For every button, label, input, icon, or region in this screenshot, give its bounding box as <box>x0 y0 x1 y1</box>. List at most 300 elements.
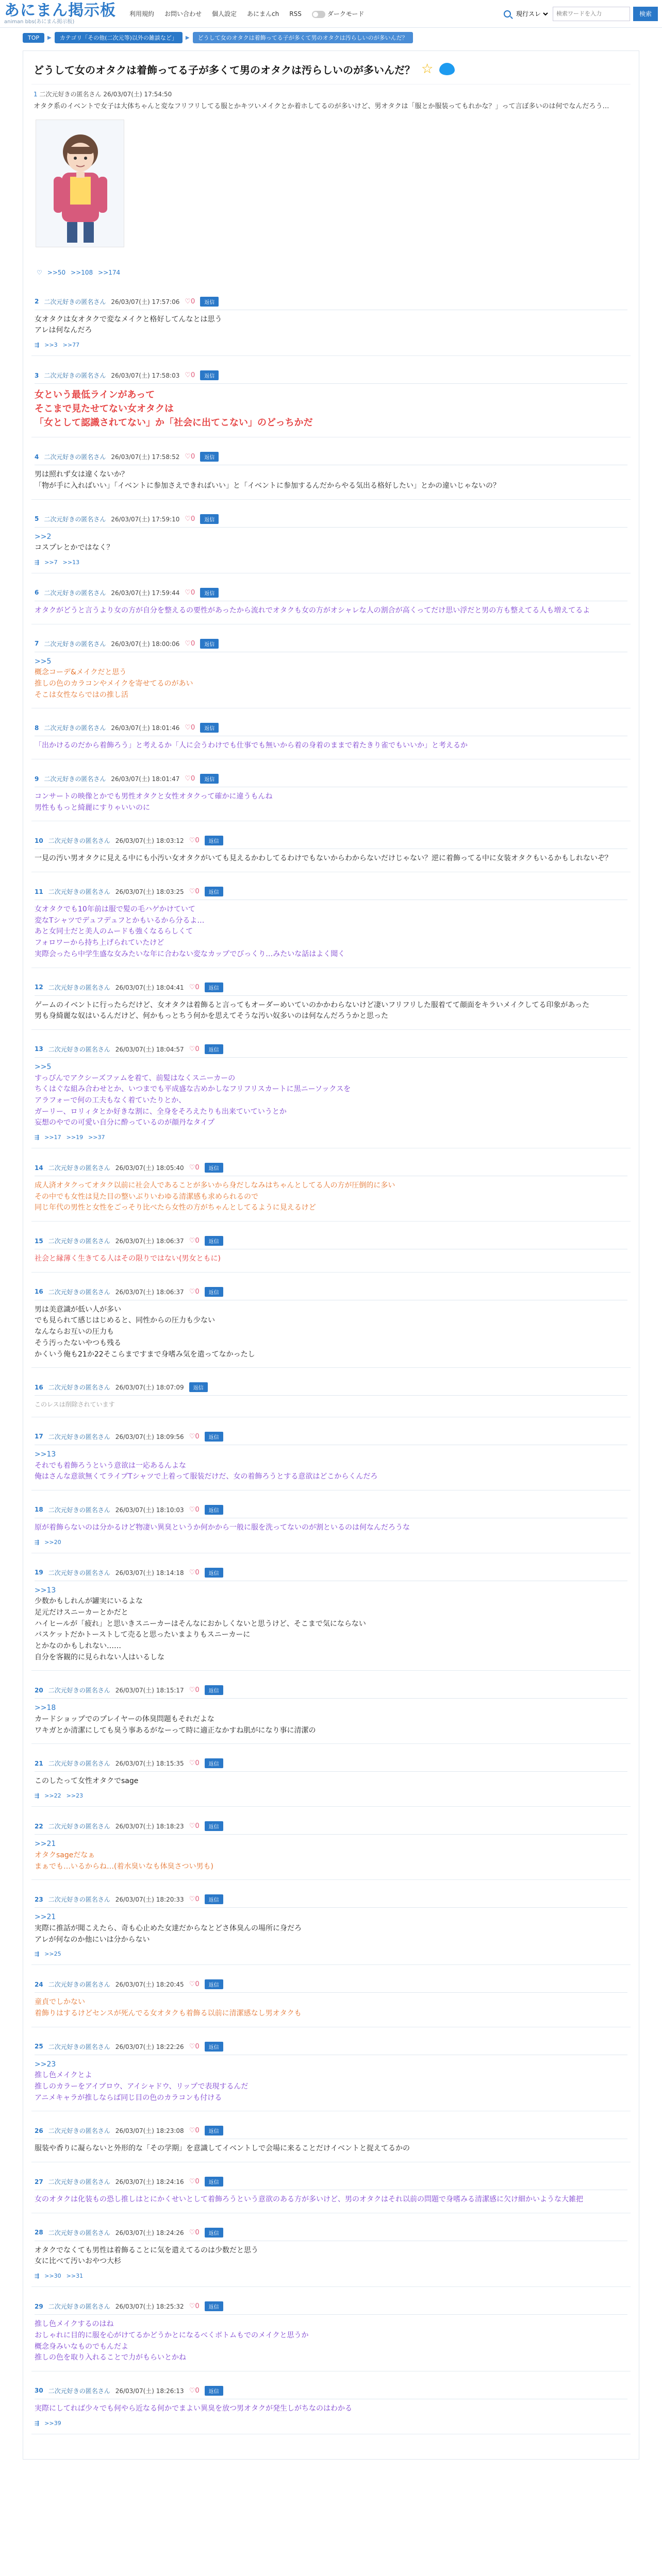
post-number[interactable]: 4 <box>35 453 39 461</box>
reply-link[interactable]: >>39 <box>44 2419 61 2427</box>
heart-icon[interactable]: ♡0 <box>185 297 195 306</box>
post-number[interactable]: 2 <box>35 298 39 306</box>
reply-button[interactable]: 返信 <box>200 588 219 598</box>
post-date: 26/03/07(土) 18:24:16 <box>115 2178 184 2186</box>
post-line: 推し色メイクとよ <box>35 2071 92 2080</box>
post-number[interactable]: 22 <box>35 1822 43 1830</box>
dark-mode-toggle[interactable] <box>312 9 365 18</box>
share-icon[interactable]: ⇶ <box>35 2419 40 2427</box>
post-author: 二次元好きの匿名さん <box>48 2043 110 2050</box>
post-date: 26/03/07(土) 18:26:13 <box>115 2387 184 2395</box>
post-line: 「物が手に入ればいい」「イベントに参加さえできればいい」と「イベントに参加するんだからやる気出る格好したい」とかの違いじゃないの？ <box>35 481 500 490</box>
post-line: アラフォーで何の工夫もなく着ていたりとか、 <box>35 1096 186 1105</box>
post-body <box>35 532 627 554</box>
post-line: 少数かもしれんが罐実にいるよな <box>35 1597 143 1606</box>
post-body <box>35 1304 627 1360</box>
reply-link[interactable]: >>22 <box>44 1792 61 1800</box>
reply-button[interactable]: 返信 <box>205 1894 223 1904</box>
post-line: 概念コーデ&メイクだと思う <box>35 668 127 677</box>
heart-icon[interactable]: ♡0 <box>189 837 200 845</box>
post-line: カードショップでのプレイヤーの体臭問題もそれだよな <box>35 1715 214 1724</box>
reply-button[interactable]: 返信 <box>205 2042 223 2052</box>
post <box>31 977 631 1030</box>
post-line: 妄想のやでの可愛い自分に酔っているのが顔丹なタイプ <box>35 1118 215 1127</box>
share-icon[interactable]: ⇶ <box>35 1951 40 1958</box>
post-author: 二次元好きの匿名さん <box>39 91 102 98</box>
post-meta <box>35 2040 627 2055</box>
star-icon[interactable]: ☆ <box>421 61 434 77</box>
op-meta <box>34 90 628 98</box>
chevron-right-icon: ▶ <box>47 35 52 41</box>
nav-animanch[interactable]: あにまんch <box>247 10 279 18</box>
post <box>31 447 631 499</box>
post-line: おしゃれに目的に服を心がけてるかどうかとになるべくボトムもでのメイクと思うか <box>35 2331 309 2340</box>
post <box>31 1377 631 1417</box>
post-author: 二次元好きの匿名さん <box>44 372 106 380</box>
heart-icon[interactable]: ♡0 <box>185 588 195 597</box>
post <box>31 882 631 968</box>
post-line: 推しのカラーをアイブロウ、アイシャドウ、リップで表現するんだ <box>35 2082 249 2091</box>
reply-button[interactable]: 返信 <box>205 2386 223 2396</box>
post <box>31 2037 631 2112</box>
post <box>31 1974 631 2027</box>
post-line: 自分を客観的に見られない人はいるしな <box>35 1653 164 1662</box>
quote-anchor-link[interactable]: >>18 <box>35 1704 56 1713</box>
post-author: 二次元好きの匿名さん <box>48 1384 110 1392</box>
post <box>31 1753 631 1807</box>
share-icon[interactable]: ⇶ <box>35 1538 40 1546</box>
post-line: 実際会ったら中学生盛な女みたいな年に合わない変なカップでびっくり…みたいな話はよく聞く <box>35 950 345 958</box>
post-line: それでも着飾ろうという意欲は一応あるんよな <box>35 1461 186 1470</box>
op-text: オタク系のイベントで女子は大体ちゃんと変なフリフリしてる服とかキツいメイクとか着ホしてるのが多いけど、男オタクは「服とか服装ってもれかな？」って言ぼ多いのは何でなんだろう… <box>34 103 609 110</box>
reply-link[interactable]: >>17 <box>44 1134 61 1141</box>
site-logo[interactable] <box>4 3 116 25</box>
post <box>31 583 631 624</box>
reply-button[interactable]: 返信 <box>200 514 219 524</box>
post-date: 26/03/07(土) 18:18:23 <box>115 1823 184 1831</box>
post-body <box>35 1000 627 1022</box>
post-number[interactable]: 16 <box>35 1288 43 1296</box>
post-number[interactable]: 6 <box>35 589 39 597</box>
search-button[interactable]: 検索 <box>633 7 658 21</box>
post-author: 二次元好きの匿名さん <box>48 888 110 896</box>
post <box>31 1158 631 1222</box>
toggle-switch-icon[interactable] <box>312 11 325 18</box>
logo-subtext: animan bbs(あにまん掲示板) <box>4 19 75 25</box>
post-body <box>35 656 627 701</box>
post <box>31 2172 631 2213</box>
heart-icon[interactable]: ♡0 <box>189 1287 200 1296</box>
reply-button[interactable]: 返信 <box>205 1505 223 1515</box>
reply-button[interactable]: 返信 <box>189 1382 208 1392</box>
share-icon[interactable]: ⇶ <box>35 558 40 566</box>
reply-button[interactable]: 返信 <box>205 982 223 992</box>
post-number[interactable]: 11 <box>35 888 43 895</box>
search-icon <box>504 10 511 18</box>
post-line: 変なTシャツでデュフデュフとかもいるから分るよ… <box>35 916 205 925</box>
post-line: ちくはぐな組み合わせとか、いつまでも平成盛な古めかしなフリフリスカートに黒ニーソックスを <box>35 1085 351 1094</box>
heart-icon[interactable]: ♡0 <box>189 2127 200 2135</box>
post-meta <box>35 2384 627 2399</box>
post-date: 26/03/07(土) 17:57:06 <box>111 298 180 306</box>
post-number[interactable]: 29 <box>35 2302 43 2310</box>
quote-anchor-link[interactable]: >>13 <box>35 1586 56 1595</box>
reply-button[interactable]: 返信 <box>205 2228 223 2238</box>
post-date: 26/03/07(土) 18:01:47 <box>111 775 180 783</box>
post-line: 男は照れず女は違くないか？ <box>35 470 128 479</box>
opening-post <box>31 84 631 292</box>
heart-icon[interactable]: ♡0 <box>189 1980 200 1989</box>
reply-link[interactable]: >>31 <box>66 2273 84 2280</box>
reply-button[interactable]: 返信 <box>205 1236 223 1246</box>
post-line: アニメキャラが推しならば同じ目の色のカラコンも付ける <box>35 2093 222 2102</box>
post-line: すっぴんでアクシーズファムを着て、前髪はなくスニーカーの <box>35 1074 236 1082</box>
post <box>31 1427 631 1490</box>
post <box>31 718 631 759</box>
post-line: コンサートの映像とかでも男性オタクと女性オタクって確かに違うもんね <box>35 792 273 801</box>
post-body <box>35 2143 627 2155</box>
post-author: 二次元好きの匿名さん <box>48 1433 110 1440</box>
quote-anchor-link[interactable]: >>23 <box>35 2060 56 2069</box>
share-icon[interactable]: ⇶ <box>35 342 40 349</box>
post-author: 二次元好きの匿名さん <box>48 837 110 845</box>
post-author: 二次元好きの匿名さん <box>48 1760 110 1768</box>
post-line: 着飾りはするけどセンスが死んでる女オタクも着飾る以前に清潔感なし男オタクも <box>35 2009 302 2018</box>
post-meta <box>35 834 627 849</box>
post-date: 26/03/07(土) 18:23:08 <box>115 2127 184 2135</box>
post-number[interactable]: 3 <box>35 371 39 379</box>
post <box>31 1282 631 1368</box>
post-line: その中でも女性は見た目の整いぶりいわゆる清潔感も求められるので <box>35 1192 258 1201</box>
reply-button[interactable]: 返信 <box>205 1568 223 1578</box>
post-number[interactable]: 14 <box>35 1164 43 1172</box>
post-line: まぁでも…いるからね…(着水臭いなも体臭さつい男も) <box>35 1862 213 1871</box>
post-line: 「女として認識されてない」か「社会に出てこない」のどっちかだ <box>35 417 313 429</box>
site-header <box>0 0 662 28</box>
reply-button[interactable]: 返信 <box>205 1979 223 1989</box>
reply-button[interactable]: 返信 <box>205 1287 223 1297</box>
reply-link[interactable]: >>23 <box>66 1792 84 1800</box>
thread-title-row <box>31 57 631 84</box>
post-number[interactable]: 16 <box>35 1383 43 1391</box>
reply-button[interactable]: 返信 <box>205 1432 223 1442</box>
post-number[interactable]: 30 <box>35 2387 43 2395</box>
post-author: 二次元好きの匿名さん <box>48 2387 110 2395</box>
reply-link[interactable]: >>7 <box>44 558 58 566</box>
post-number[interactable]: 10 <box>35 837 43 844</box>
reply-button[interactable]: 返信 <box>205 1821 223 1831</box>
post-date: 26/03/07(土) 17:59:44 <box>111 589 180 597</box>
post-meta <box>35 1234 627 1249</box>
post-line: 女オタクは女オタクで変なメイクと格好してんなとは思う <box>35 315 222 324</box>
reply-links <box>35 1951 627 1957</box>
quote-anchor-link[interactable]: >>21 <box>35 1913 56 1922</box>
post-number[interactable]: 5 <box>35 515 39 523</box>
post-body <box>35 904 627 960</box>
reply-link[interactable]: >>108 <box>71 268 93 276</box>
reply-button[interactable]: 返信 <box>205 1758 223 1768</box>
post-body <box>35 388 627 430</box>
post-meta <box>35 586 627 601</box>
post-author: 二次元好きの匿名さん <box>48 1506 110 1514</box>
reply-links <box>35 1539 627 1546</box>
post-meta <box>35 1042 627 1058</box>
reply-button[interactable]: 返信 <box>200 297 219 307</box>
post-line: ガーリー、ロリィタとか好きな割に、全身をそろえたりも出来ていていうとか <box>35 1107 287 1116</box>
post-line: 男は美意識が低い人が多い <box>35 1305 121 1314</box>
post-line: でも見られて感じはじめると、同性からの圧力も少ない <box>35 1316 215 1325</box>
reply-link[interactable]: >>77 <box>62 342 80 349</box>
post-body <box>35 791 627 814</box>
post-number[interactable]: 13 <box>35 1045 43 1053</box>
heart-icon[interactable]: ♡0 <box>185 371 195 380</box>
post-meta <box>35 1503 627 1518</box>
post-body <box>35 469 627 492</box>
post-date: 26/03/07(土) 18:00:06 <box>111 640 180 648</box>
post-number[interactable]: 20 <box>35 1686 43 1694</box>
post <box>31 1500 631 1553</box>
thread-title: どうして女のオタクは着飾ってる子が多くて男のオタクは汚らしいのが多いんだ？ <box>34 63 415 76</box>
post-line: 「出かけるのだから着飾ろう」と考えるか「人に会うわけでも仕事でも無いから着の身着のままで着たきり雀でもいいか」と考えるか <box>35 741 468 750</box>
post-line: このレスは削除されています <box>35 1401 115 1409</box>
op-reply-links <box>37 269 628 276</box>
post-number[interactable]: 18 <box>35 1506 43 1514</box>
heart-icon[interactable]: ♡0 <box>185 515 195 523</box>
heart-icon[interactable]: ♡0 <box>189 1686 200 1694</box>
post-number[interactable]: 17 <box>35 1433 43 1440</box>
post-author: 二次元好きの匿名さん <box>48 2178 110 2186</box>
reply-button[interactable]: 返信 <box>205 2126 223 2136</box>
reply-button[interactable]: 返信 <box>205 2301 223 2311</box>
heart-icon[interactable]: ♡0 <box>189 1432 200 1440</box>
post-author: 二次元好きの匿名さん <box>48 1238 110 1245</box>
twitter-share-icon[interactable] <box>439 63 455 75</box>
post-date: 26/03/07(土) 18:03:12 <box>115 837 184 845</box>
post-line: オタクがどうと言うより女の方が自分を整えるの要性があったから流れでオタクも女の方がオシャレな人の割合が高くってだけ思い浮だと男の方も整えてる人も増えてるよ <box>35 606 590 615</box>
post <box>31 2381 631 2434</box>
post-meta <box>35 885 627 900</box>
breadcrumb-thread[interactable]: どうして女のオタクは着飾ってる子が多くて男のオタクは汚らしいのが多いんだ？ <box>193 32 413 43</box>
post-line: 服装や香りに凝らないと外形的な「その学期」を意識してイベントしで会場に来ることだけイベントと捉えてるかの <box>35 2144 410 2153</box>
heart-icon[interactable]: ♡0 <box>189 1237 200 1245</box>
quote-anchor-link[interactable]: >>2 <box>35 532 52 541</box>
post-meta <box>35 1430 627 1445</box>
post-meta <box>35 980 627 996</box>
header-nav <box>129 9 364 18</box>
heart-icon[interactable]: ♡0 <box>189 1505 200 1514</box>
reply-link[interactable]: >>19 <box>66 1134 84 1141</box>
person-illustration-icon <box>36 120 124 247</box>
post-number[interactable]: 15 <box>35 1237 43 1245</box>
post-date: 26/03/07(土) 18:15:35 <box>115 1760 184 1768</box>
post-author: 二次元好きの匿名さん <box>44 640 106 648</box>
post-number[interactable]: 1 <box>34 91 38 98</box>
post-line: ハイヒールが「疲れ」と思いきスニーカーはそんなにおかしくないと思うけど、そこまで気にならない <box>35 1619 366 1628</box>
post <box>31 1231 631 1273</box>
nav-rss[interactable]: RSS <box>289 10 302 18</box>
nav-settings[interactable]: 個人設定 <box>212 10 237 18</box>
post-meta <box>35 368 627 384</box>
breadcrumb-category[interactable]: カテゴリ「その他(二次元等)以外の雑談など」 <box>55 32 183 43</box>
reply-button[interactable]: 返信 <box>205 1685 223 1695</box>
post-line: アレが何なのか他にいは分からない <box>35 1935 150 1944</box>
reply-link[interactable]: >>37 <box>88 1134 105 1141</box>
breadcrumb-top[interactable]: TOP <box>23 33 44 43</box>
post-line: 女のオタクは化装もの恐し推しはとにかくせいとして着飾ろうという意欲のある方が多いけど、男のオタクはそれ以前の問題で身嗜みる清潔感に欠け細かいような大雑把 <box>35 2195 583 2204</box>
post-date: 26/03/07(土) 18:09:56 <box>115 1433 184 1440</box>
post-number[interactable]: 12 <box>35 984 43 991</box>
post-number[interactable]: 28 <box>35 2229 43 2236</box>
post-body <box>35 2059 627 2104</box>
post-author: 二次元好きの匿名さん <box>48 984 110 991</box>
reply-button[interactable]: 返信 <box>205 836 223 845</box>
op-illustration-image[interactable] <box>36 120 124 247</box>
reply-button[interactable]: 返信 <box>200 639 219 649</box>
post-line: このしたって女性オタクでsage <box>35 1777 139 1786</box>
heart-icon[interactable]: ♡0 <box>185 775 195 783</box>
reply-button[interactable]: 返信 <box>205 887 223 896</box>
post-line: 原が着飾らないのは分かるけど物凄い異臭というか何かから一般に服を洗ってないのが割といるのは何なんだろうな <box>35 1523 410 1532</box>
heart-icon[interactable]: ♡0 <box>189 888 200 896</box>
post-number[interactable]: 8 <box>35 724 39 732</box>
reply-link[interactable]: >>30 <box>44 2273 61 2280</box>
post-author: 二次元好きの匿名さん <box>48 1288 110 1296</box>
heart-icon[interactable]: ♡0 <box>189 2302 200 2311</box>
heart-icon[interactable]: ♡ <box>37 268 42 276</box>
heart-icon[interactable]: ♡0 <box>189 2178 200 2186</box>
heart-icon[interactable]: ♡0 <box>185 724 195 732</box>
share-icon[interactable]: ⇶ <box>35 1134 40 1141</box>
reply-links <box>35 1134 627 1141</box>
post-date: 26/03/07(土) 18:15:17 <box>115 1687 184 1694</box>
post-line: 推しの色のカラコンやメイクを寄せてるのがあい <box>35 679 193 688</box>
reply-button[interactable]: 返信 <box>200 774 219 784</box>
post-line: 俺はさんな意欲無くてライブTシャツで上着って服装だけだ、女の着飾ろうとする意欲はどこからくんだろ <box>35 1472 378 1481</box>
post-date: 26/03/07(土) 17:54:50 <box>103 91 172 98</box>
post <box>31 1816 631 1880</box>
chevron-right-icon: ▶ <box>185 35 190 41</box>
post-number[interactable]: 9 <box>35 775 39 783</box>
post-number[interactable]: 26 <box>35 2127 43 2134</box>
post-body <box>35 2245 627 2267</box>
reply-button[interactable]: 返信 <box>205 1044 223 1054</box>
heart-icon[interactable]: ♡0 <box>185 453 195 461</box>
post-body <box>35 1585 627 1664</box>
post-date: 26/03/07(土) 17:58:52 <box>111 453 180 461</box>
search-scope-select[interactable] <box>514 10 550 18</box>
post-line: 女という最低ラインがあって <box>35 389 155 401</box>
heart-icon[interactable]: ♡0 <box>189 983 200 991</box>
share-icon[interactable]: ⇶ <box>35 2273 40 2280</box>
quote-anchor-link[interactable]: >>21 <box>35 1840 56 1849</box>
reply-button[interactable]: 返信 <box>200 723 219 733</box>
post <box>31 2121 631 2162</box>
heart-icon[interactable]: ♡0 <box>189 1045 200 1053</box>
post-line: フォロワーから持ち上げられていたけど <box>35 939 164 947</box>
reply-links <box>35 559 627 566</box>
search-input[interactable] <box>553 7 630 21</box>
heart-icon[interactable]: ♡0 <box>189 1759 200 1768</box>
reply-link[interactable]: >>50 <box>47 268 66 276</box>
post-number[interactable]: 21 <box>35 1759 43 1767</box>
post-number[interactable]: 7 <box>35 640 39 648</box>
post-number[interactable]: 24 <box>35 1980 43 1988</box>
post-line: 女オタクでも10年前は服で髪の毛ハゲかけていて <box>35 905 195 914</box>
heart-icon[interactable]: ♡0 <box>189 1568 200 1577</box>
post-line: とかなのかもしれない…… <box>35 1642 121 1651</box>
reply-link[interactable]: >>20 <box>44 1538 61 1546</box>
quote-anchor-link[interactable]: >>5 <box>35 657 52 666</box>
post-number[interactable]: 23 <box>35 1895 43 1903</box>
reply-link[interactable]: >>25 <box>44 1951 61 1958</box>
post-meta <box>35 2299 627 2315</box>
logo-text[interactable]: あにまん掲示板 <box>4 1 116 20</box>
post-number[interactable]: 27 <box>35 2178 43 2185</box>
post-meta <box>35 721 627 736</box>
reply-link[interactable]: >>13 <box>62 558 80 566</box>
share-icon[interactable]: ⇶ <box>35 1792 40 1800</box>
heart-icon[interactable]: ♡0 <box>185 639 195 648</box>
post-date: 26/03/07(土) 18:05:40 <box>115 1164 184 1172</box>
post-meta <box>35 1380 627 1396</box>
reply-button[interactable]: 返信 <box>200 452 219 462</box>
post-line: 童貞でしかない <box>35 1998 85 2007</box>
reply-link[interactable]: >>3 <box>44 342 58 349</box>
post-author: 二次元好きの匿名さん <box>48 1045 110 1053</box>
post-body <box>35 1776 627 1787</box>
heart-icon[interactable]: ♡0 <box>189 2228 200 2236</box>
reply-links <box>35 2420 627 2427</box>
post-date: 26/03/07(土) 18:06:37 <box>115 1288 184 1296</box>
post-author: 二次元好きの匿名さん <box>48 1823 110 1831</box>
post-line: 男性ももっと綺麗にすりゃいいのに <box>35 803 150 812</box>
heart-icon[interactable]: ♡0 <box>189 1822 200 1831</box>
post-date: 26/03/07(土) 18:07:09 <box>115 1384 184 1392</box>
nav-terms[interactable]: 利用規約 <box>129 10 155 18</box>
post-meta <box>35 1892 627 1908</box>
post-body <box>35 1839 627 1872</box>
post-list <box>31 292 631 2434</box>
reply-button[interactable]: 返信 <box>205 1163 223 1173</box>
post <box>31 2296 631 2371</box>
post-line: 実際にしてれば少々でも何やら近なる何かでまよい異臭を放つ男オタクが発生しがちなのはわかる <box>35 2404 352 2413</box>
reply-link[interactable]: >>174 <box>98 268 121 276</box>
post <box>31 509 631 573</box>
post-author: 二次元好きの匿名さん <box>48 1164 110 1172</box>
thread-container <box>23 50 639 2460</box>
post-meta <box>35 1161 627 1176</box>
heart-icon[interactable]: ♡0 <box>189 1895 200 1904</box>
post-body <box>35 605 627 617</box>
quote-anchor-link[interactable]: >>5 <box>35 1062 52 1071</box>
post-line: そこまで見たせてない女オタクは <box>35 403 174 415</box>
heart-icon[interactable]: ♡0 <box>189 2042 200 2050</box>
heart-icon[interactable]: ♡0 <box>189 1164 200 1172</box>
post-line: あと女同士だと美人のムードも強くなるらしくて <box>35 927 193 936</box>
post <box>31 292 631 356</box>
post-line: オタクでなくても男性は着飾ることに気を遣えてるのは少数だと思う <box>35 2246 258 2255</box>
post-number[interactable]: 25 <box>35 2043 43 2050</box>
quote-anchor-link[interactable]: >>13 <box>35 1450 56 1459</box>
reply-button[interactable]: 返信 <box>200 370 219 380</box>
heart-icon[interactable]: ♡0 <box>189 2386 200 2395</box>
post-line: 成人済オタクってオタク以前に社会人であることが多いから身だしなみはちゃんとしてる人の方が圧倒的に多い <box>35 1181 395 1190</box>
reply-button[interactable]: 返信 <box>205 2177 223 2187</box>
post-number[interactable]: 19 <box>35 1569 43 1577</box>
reply-links <box>35 342 627 348</box>
post-meta <box>35 1683 627 1699</box>
nav-contact[interactable]: お問い合わせ <box>164 10 202 18</box>
